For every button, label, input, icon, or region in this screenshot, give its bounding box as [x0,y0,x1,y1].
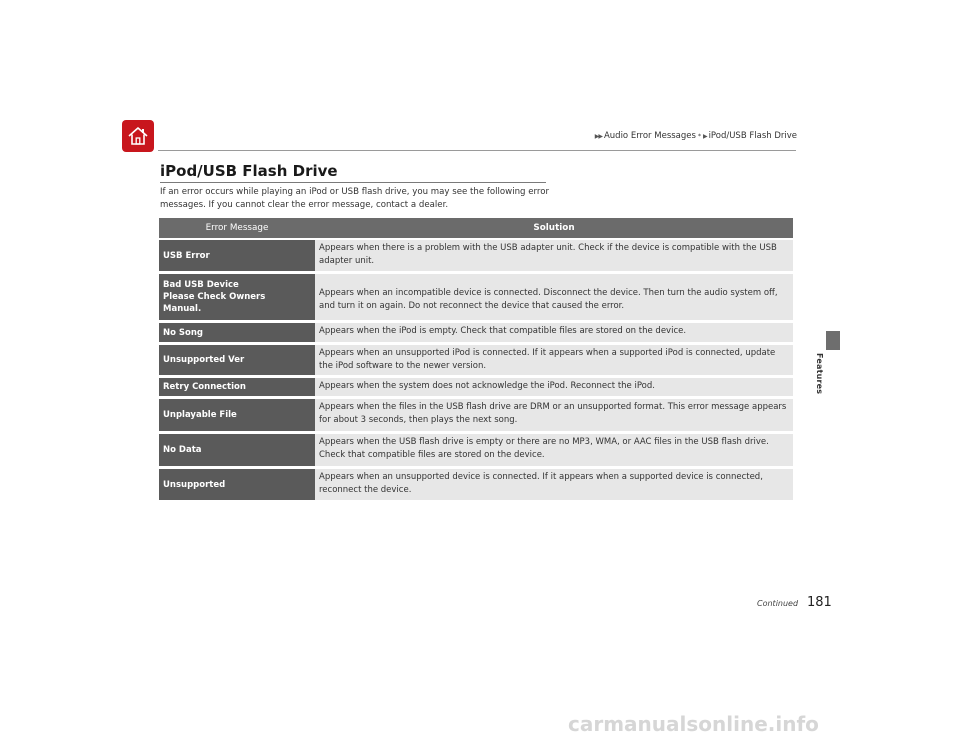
error-message-cell: No Song [159,323,315,342]
table-row [159,434,793,469]
title-underline [160,182,546,183]
solution-cell: Appears when the USB flash drive is empty or there are no MP3, WMA, or AAC files in the USB flash drive. Check that compatible files are stored on the device. [315,434,793,466]
table-header [159,218,793,240]
table-row [159,323,793,345]
error-message-table [159,218,793,503]
intro-paragraph: If an error occurs while playing an iPod or USB flash drive, you may see the following error messages. If you cannot clear the error message, contact a dealer. [160,187,550,210]
solution-cell: Appears when an unsupported device is connected. If it appears when a supported device is connected, reconnect the device. [315,469,793,500]
breadcrumb [595,131,797,141]
error-message-cell: USB Error [159,240,315,271]
table-row [159,469,793,503]
error-message-cell: Retry Connection [159,378,315,396]
error-message-cell: Unplayable File [159,399,315,431]
solution-cell: Appears when there is a problem with the USB adapter unit. Check if the device is compatible with the USB adapter unit. [315,240,793,271]
section-tab-marker[interactable] [826,331,840,350]
solution-cell: Appears when the system does not acknowledge the iPod. Reconnect the iPod. [315,378,793,396]
arrow-icon: ▶ [702,132,707,140]
error-message-cell: No Data [159,434,315,466]
breadcrumb-current: iPod/USB Flash Drive [708,131,797,141]
solution-cell: Appears when an incompatible device is connected. Disconnect the device. Then turn the audio system off, and turn it on again. Do not reconnect the device that caused the error. [315,274,793,320]
solution-cell: Appears when an unsupported iPod is connected. If it appears when a supported iPod is connected, update the iPod software to the newer version. [315,345,793,375]
footnote-mark: * [697,132,701,140]
error-message-cell: Bad USB Device Please Check Owners Manual. [159,274,315,320]
double-arrow-icon: ▶▶ [594,132,602,140]
breadcrumb-parent[interactable]: Audio Error Messages [603,131,696,141]
table-row [159,378,793,399]
error-message-cell: Unsupported [159,469,315,500]
solution-cell: Appears when the files in the USB flash drive are DRM or an unsupported format. This error message appears for about 3 seconds, then plays the next song. [315,399,793,431]
section-title: iPod/USB Flash Drive [160,162,338,180]
page-number: 181 [807,595,832,610]
table-row [159,399,793,434]
table-row [159,345,793,378]
column-header-solution: Solution [533,223,575,233]
home-icon [126,125,150,147]
home-button[interactable] [122,120,154,152]
header-divider [158,150,796,151]
continued-label: Continued [757,599,799,608]
column-header-message: Error Message [205,223,269,233]
table-row [159,274,793,323]
solution-cell: Appears when the iPod is empty. Check that compatible files are stored on the device. [315,323,793,342]
site-watermark: carmanualsonline.info [568,712,819,736]
error-message-cell: Unsupported Ver [159,345,315,375]
sidebar-section-label: Features [815,353,824,395]
table-row [159,240,793,274]
